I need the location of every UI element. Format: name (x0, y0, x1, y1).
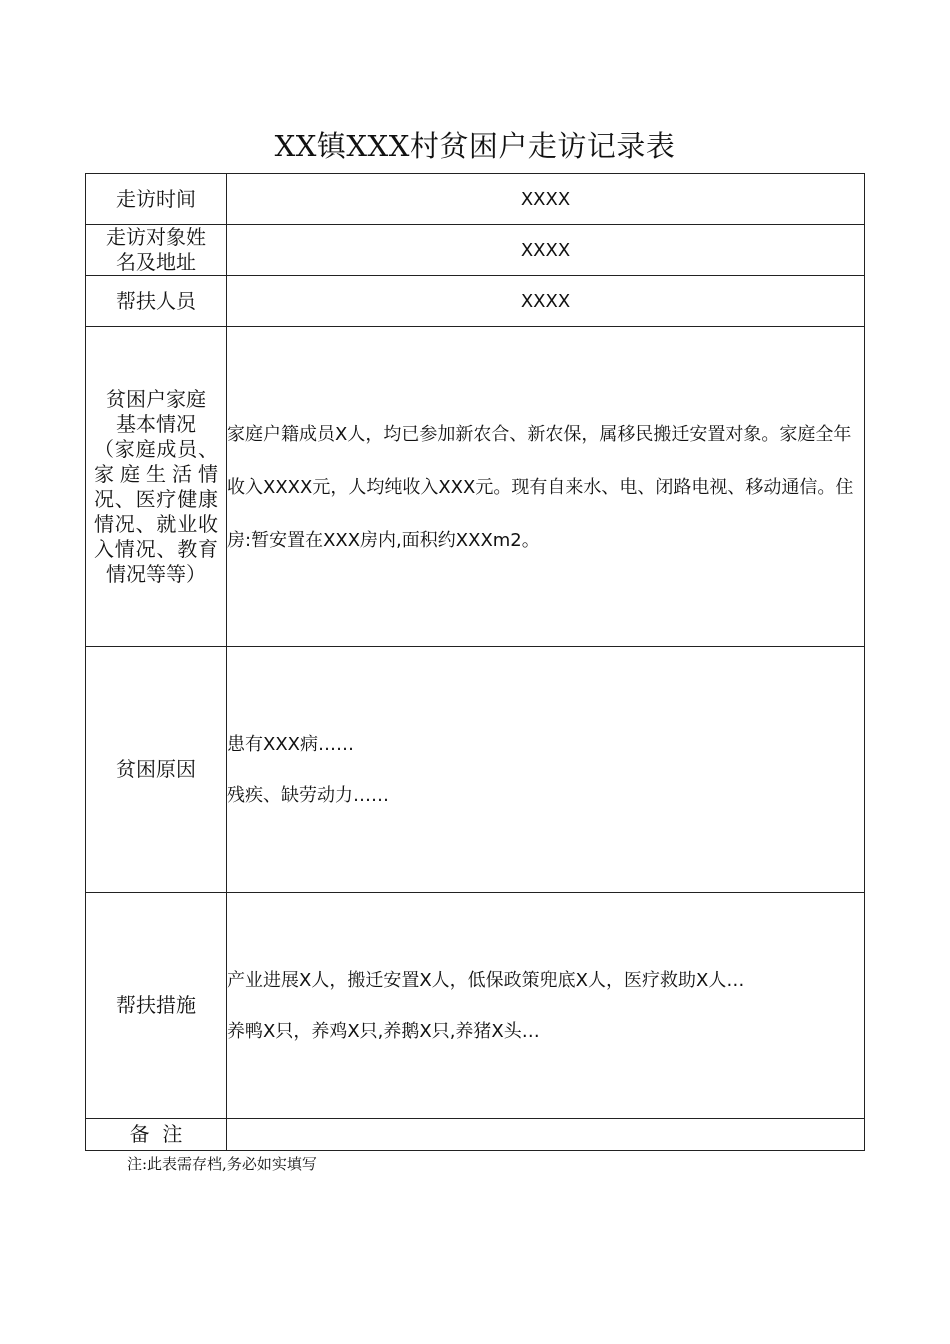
visit-target-label-line1: 走访对象姓 (106, 225, 206, 249)
footer-note: 注:此表需存档,务必如实填写 (127, 1155, 317, 1173)
helper-label: 帮扶人员 (86, 276, 227, 327)
table-row (86, 1119, 865, 1151)
poverty-cause-line1: 患有XXX病…… (227, 733, 354, 755)
measures-line1: 产业进展X人，搬迁安置X人，低保政策兜底X人，医疗救助X人… (227, 969, 745, 991)
basic-info-label-line2: 基本情况 (116, 411, 196, 436)
poverty-cause-label: 贫困原因 (86, 647, 227, 893)
table-row (86, 276, 865, 327)
visit-time-value: XXXX (227, 174, 865, 225)
table-row (86, 174, 865, 225)
measures-label: 帮扶措施 (86, 893, 227, 1119)
helper-value: XXXX (227, 276, 865, 327)
visit-target-value: XXXX (227, 225, 865, 276)
basic-info-label-line1: 贫困户家庭 (106, 386, 206, 411)
basic-info-content: 家庭户籍成员X人，均已参加新农合、新农保，属移民搬迁安置对象。家庭全年收入XXXX元，人均纯收入XXX元。现有自来水、电、闭路电视、移动通信。住房:暂安置在XXX房内,面积约XXXm2。 (227, 327, 865, 647)
poverty-cause-content (227, 647, 865, 893)
remarks-label: 备 注 (86, 1119, 227, 1151)
basic-info-label (86, 327, 227, 647)
visit-record-table (85, 173, 865, 1151)
basic-info-label-detail: （家庭成员、家庭生活情况、医疗健康情况、就业收入情况、教育情况等等） (94, 436, 218, 586)
measures-content (227, 893, 865, 1119)
table-row (86, 647, 865, 893)
form-title: XX镇XXX村贫困户走访记录表 (274, 129, 676, 163)
poverty-cause-line2: 残疾、缺劳动力…… (227, 784, 389, 806)
remarks-value (227, 1119, 865, 1151)
table-row (86, 327, 865, 647)
table-row (86, 225, 865, 276)
table-row (86, 893, 865, 1119)
measures-line2: 养鸭X只，养鸡X只,养鹅X只,养猪X头… (227, 1020, 540, 1042)
visit-target-label (86, 225, 227, 276)
visit-target-label-line2: 名及地址 (116, 250, 196, 274)
visit-time-label: 走访时间 (86, 174, 227, 225)
